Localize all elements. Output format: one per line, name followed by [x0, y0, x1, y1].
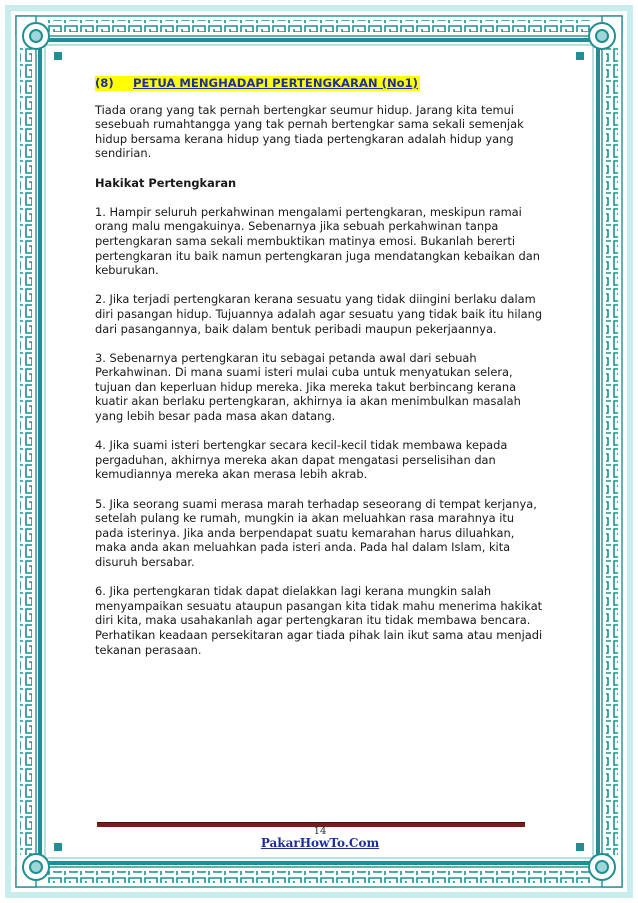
page-number: 14 — [313, 826, 327, 837]
article-title-text: PETUA MENGHADAPI PERTENGKARAN (No1) — [133, 76, 418, 90]
article-title — [95, 76, 420, 91]
footer-brand-link[interactable]: PakarHowTo.Com — [260, 836, 380, 850]
point-4: 4. Jika suami isteri bertengkar secara kecil-kecil tidak membawa kepada pergaduhan, akhirnya mereka akan dapat mengatasi perselisihan dan kemudiannya mereka akan merasa lebih akrab. — [95, 438, 508, 482]
point-1: 1. Hampir seluruh perkahwinan mengalami pertengkaran, meskipun ramai orang malu mengakuinya. Sebenarnya jika sebuah perkahwinan tanpa pertengkaran sama sekali membuktikan matinya emosi. Bukanlah bererti pertengkaran itu baik namun pertengkaran juga mendatangkan kebaikan dan keburukan. — [95, 204, 540, 278]
article-body — [95, 76, 545, 672]
section-heading: Hakikat Pertengkaran — [95, 175, 237, 190]
intro-paragraph: Tiada orang yang tak pernah bertengkar seumur hidup. Jarang kita temui sesebuah rumahtangga yang tak pernah bertengkar sama sekali semenjak hidup bersama kerana hidup yang tiada pertengkaran adalah hidup yang sendirian. — [95, 102, 524, 161]
point-3: 3. Sebenarnya pertengkaran itu sebagai petanda awal dari sebuah Perkahwinan. Di mana suami isteri mulai cuba untuk menyatukan selera, tujuan dan keperluan hidup mereka. Jika mereka takut berbincang kerana kuatir akan berlaku pertengkaran, akhirnya ia akan menimbulkan masalah yang lebih besar pada masa akan datang. — [95, 350, 521, 424]
point-6: 6. Jika pertengkaran tidak dapat dielakkan lagi kerana mungkin salah menyampaikan sesuatu ataupun pasangan kita tidak mahu menerima hakikat diri kita, maka usahakanlah agar pertengkaran itu tidak membawa bencara. Perhatikan keadaan persekitaran agar tiada pihak lain ikut sama atau menjadi tekanan perasaan. — [95, 584, 543, 657]
point-2: 2. Jika terjadi pertengkaran kerana sesuatu yang tidak diingini berlaku dalam diri pasangan hidup. Tujuannya adalah agar sesuatu yang tidak baik itu hilang dari pasangannya, baik dalam bentuk peribadi maupun pekerjaannya. — [95, 292, 543, 336]
point-5: 5. Jika seorang suami merasa marah terhadap seseorang di tempat kerjanya, setelah pulang ke rumah, mungkin ia akan meluahkan rasa marahnya itu pada isterinya. Jika anda berpendapat suatu kemarahan harus diluahkan, maka anda akan meluahkan pada isteri anda. Pada hal dalam Islam, kita disuruh bersabar. — [95, 496, 537, 569]
article-number: (8) — [95, 76, 114, 90]
